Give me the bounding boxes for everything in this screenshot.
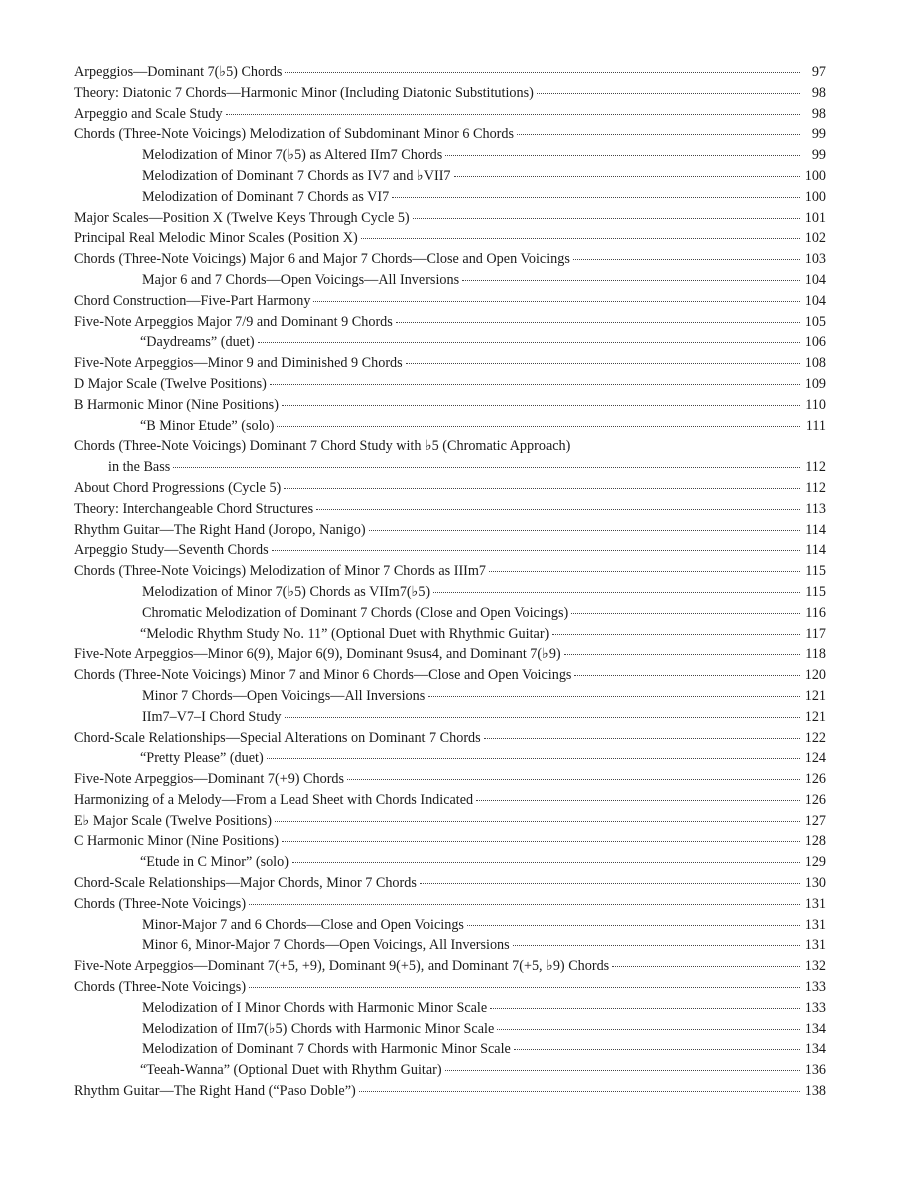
toc-entry-page-number: 105 <box>804 313 826 330</box>
toc-entry[interactable] <box>74 228 826 249</box>
toc-entry-page-number: 120 <box>804 667 826 684</box>
toc-entry[interactable] <box>74 124 826 145</box>
toc-entry[interactable] <box>74 83 826 104</box>
dot-leader <box>284 488 800 489</box>
toc-entry-page-number: 112 <box>805 459 826 476</box>
toc-entry-title: Principal Real Melodic Minor Scales (Position X) <box>74 230 358 247</box>
dot-leader <box>490 1008 800 1009</box>
toc-entry-page-number: 126 <box>804 771 826 788</box>
dot-leader <box>173 467 800 468</box>
dot-leader <box>313 301 800 302</box>
toc-entry-title: Melodization of Minor 7(♭5) Chords as VIIm7(♭5) <box>142 583 431 600</box>
toc-entry[interactable] <box>74 624 826 645</box>
toc-entry-title: Chords (Three-Note Voicings) Minor 7 and Minor 6 Chords—Close and Open Voicings <box>74 667 572 684</box>
toc-entry-title: Five-Note Arpeggios—Dominant 7(+5, +9), Dominant 9(+5), and Dominant 7(+5, ♭9) Chords <box>74 958 610 975</box>
dot-leader <box>476 800 800 801</box>
toc-entry-page-number: 111 <box>805 417 826 434</box>
toc-entry-page-number: 98 <box>811 84 826 101</box>
toc-entry-page-number: 100 <box>804 188 826 205</box>
toc-entry-page-number: 99 <box>811 126 826 143</box>
toc-entry-page-number: 130 <box>804 875 826 892</box>
toc-entry-page-number: 117 <box>805 625 826 642</box>
toc-entry-title: Arpeggio and Scale Study <box>74 105 223 122</box>
toc-entry[interactable] <box>74 416 826 437</box>
toc-entry-title: Chords (Three-Note Voicings) Melodization of Subdominant Minor 6 Chords <box>74 126 515 143</box>
toc-entry-page-number: 131 <box>804 895 826 912</box>
toc-entry[interactable] <box>74 977 826 998</box>
toc-entry[interactable] <box>74 644 826 665</box>
toc-entry[interactable] <box>74 603 826 624</box>
toc-entry[interactable] <box>74 582 826 603</box>
dot-leader <box>552 634 800 635</box>
dot-leader <box>258 342 800 343</box>
toc-entry-title: Five-Note Arpeggios—Minor 9 and Diminished 9 Chords <box>74 355 403 372</box>
dot-leader <box>454 176 800 177</box>
toc-entry[interactable] <box>74 1060 826 1081</box>
toc-entry[interactable] <box>74 457 826 478</box>
toc-entry-title: Chords (Three-Note Voicings) Major 6 and Major 7 Chords—Close and Open Voicings <box>74 251 570 268</box>
dot-leader <box>428 696 800 697</box>
toc-entry-title: C Harmonic Minor (Nine Positions) <box>74 833 279 850</box>
toc-entry-page-number: 133 <box>804 999 826 1016</box>
toc-entry-page-number: 103 <box>804 251 826 268</box>
toc-entry-page-number: 104 <box>804 292 826 309</box>
toc-entry[interactable] <box>74 956 826 977</box>
toc-entry-title: About Chord Progressions (Cycle 5) <box>74 479 282 496</box>
toc-entry-page-number: 114 <box>805 521 826 538</box>
toc-entry[interactable] <box>74 395 826 416</box>
toc-entry[interactable] <box>74 748 826 769</box>
toc-entry[interactable] <box>74 811 826 832</box>
dot-leader <box>537 93 800 94</box>
toc-entry[interactable] <box>74 686 826 707</box>
toc-entry-title: Minor-Major 7 and 6 Chords—Close and Open Voicings <box>142 916 464 933</box>
toc-entry[interactable] <box>74 1019 826 1040</box>
dot-leader <box>285 72 800 73</box>
toc-entry-title: Melodization of Dominant 7 Chords as IV7 and ♭VII7 <box>142 167 451 184</box>
toc-entry[interactable] <box>74 166 826 187</box>
toc-entry[interactable] <box>74 852 826 873</box>
dot-leader <box>316 509 800 510</box>
toc-entry-title: Five-Note Arpeggios—Minor 6(9), Major 6(9), Dominant 9sus4, and Dominant 7(♭9) <box>74 646 561 663</box>
toc-entry[interactable] <box>74 62 826 83</box>
toc-entry-page-number: 98 <box>811 105 826 122</box>
toc-entry-title: Theory: Interchangeable Chord Structures <box>74 500 314 517</box>
dot-leader <box>249 904 800 905</box>
toc-entry[interactable] <box>74 935 826 956</box>
toc-entry[interactable] <box>74 665 826 686</box>
dot-leader <box>497 1029 800 1030</box>
toc-entry[interactable] <box>74 728 826 749</box>
toc-entry-page-number: 110 <box>805 396 826 413</box>
toc-entry-title: Chord-Scale Relationships—Major Chords, Minor 7 Chords <box>74 875 417 892</box>
toc-entry-page-number: 134 <box>804 1041 826 1058</box>
toc-entry-title: Chromatic Melodization of Dominant 7 Chords (Close and Open Voicings) <box>142 604 569 621</box>
toc-entry[interactable] <box>74 208 826 229</box>
toc-entry[interactable] <box>74 353 826 374</box>
toc-entry[interactable] <box>74 540 826 561</box>
toc-entry[interactable] <box>74 478 826 499</box>
toc-entry[interactable] <box>74 790 826 811</box>
toc-entry-page-number: 121 <box>804 708 826 725</box>
toc-entry[interactable] <box>74 998 826 1019</box>
toc-entry-title: D Major Scale (Twelve Positions) <box>74 375 267 392</box>
toc-entry-title: “Pretty Please” (duet) <box>140 750 264 767</box>
dot-leader <box>282 841 800 842</box>
toc-entry[interactable] <box>74 374 826 395</box>
toc-entry[interactable] <box>74 332 826 353</box>
dot-leader <box>462 280 800 281</box>
toc-entry-page-number: 109 <box>804 375 826 392</box>
toc-entry-title: Theory: Diatonic 7 Chords—Harmonic Minor (Including Diatonic Substitutions) <box>74 84 534 101</box>
toc-entry[interactable] <box>74 915 826 936</box>
toc-entry-title: Melodization of Dominant 7 Chords with Harmonic Minor Scale <box>142 1041 511 1058</box>
dot-leader <box>612 966 800 967</box>
toc-entry-page-number: 114 <box>805 542 826 559</box>
dot-leader <box>433 592 800 593</box>
table-of-contents <box>74 62 826 1102</box>
toc-entry-page-number: 134 <box>804 1020 826 1037</box>
toc-entry-page-number: 108 <box>804 355 826 372</box>
toc-entry-page-number: 132 <box>804 958 826 975</box>
dot-leader <box>573 259 800 260</box>
toc-entry-title: E♭ Major Scale (Twelve Positions) <box>74 812 272 829</box>
toc-entry[interactable] <box>74 769 826 790</box>
toc-entry-title: Minor 6, Minor-Major 7 Chords—Open Voicings, All Inversions <box>142 937 510 954</box>
toc-entry-page-number: 131 <box>804 916 826 933</box>
toc-entry[interactable] <box>74 1039 826 1060</box>
toc-entry-title: Rhythm Guitar—The Right Hand (“Paso Doble”) <box>74 1083 356 1100</box>
toc-entry-page-number: 131 <box>804 937 826 954</box>
toc-entry[interactable] <box>74 561 826 582</box>
dot-leader <box>226 114 800 115</box>
toc-entry-title: B Harmonic Minor (Nine Positions) <box>74 396 279 413</box>
toc-entry[interactable] <box>74 187 826 208</box>
toc-entry-page-number: 133 <box>804 979 826 996</box>
toc-entry-page-number: 116 <box>805 604 826 621</box>
dot-leader <box>292 862 800 863</box>
toc-entry-title: Chords (Three-Note Voicings) <box>74 979 247 996</box>
toc-entry-page-number: 101 <box>804 209 826 226</box>
toc-entry-title: Chords (Three-Note Voicings) Melodization of Minor 7 Chords as IIIm7 <box>74 563 487 580</box>
toc-entry-page-number: 115 <box>805 563 826 580</box>
dot-leader <box>564 654 800 655</box>
dot-leader <box>361 238 800 239</box>
toc-entry[interactable] <box>74 312 826 333</box>
toc-entry-title: Arpeggio Study—Seventh Chords <box>74 542 269 559</box>
toc-entry-title: “B Minor Etude” (solo) <box>140 417 275 434</box>
toc-entry-page-number: 106 <box>804 334 826 351</box>
toc-entry-title: Harmonizing of a Melody—From a Lead Sheet with Chords Indicated <box>74 791 474 808</box>
toc-entry[interactable] <box>74 145 826 166</box>
dot-leader <box>392 197 800 198</box>
toc-entry[interactable] <box>74 270 826 291</box>
dot-leader <box>445 1070 800 1071</box>
dot-leader <box>396 322 800 323</box>
toc-entry-page-number: 100 <box>804 167 826 184</box>
dot-leader <box>489 571 800 572</box>
dot-leader <box>517 134 800 135</box>
toc-entry-page-number: 128 <box>804 833 826 850</box>
dot-leader <box>369 530 800 531</box>
toc-entry-title: Five-Note Arpeggios Major 7/9 and Dominant 9 Chords <box>74 313 393 330</box>
toc-entry-page-number: 118 <box>805 646 826 663</box>
toc-entry[interactable] <box>74 1081 826 1102</box>
toc-entry-page-number: 122 <box>804 729 826 746</box>
dot-leader <box>571 613 800 614</box>
dot-leader <box>249 987 800 988</box>
toc-entry-page-number: 99 <box>811 147 826 164</box>
toc-entry-title: Minor 7 Chords—Open Voicings—All Inversions <box>142 687 426 704</box>
toc-entry-page-number: 104 <box>804 271 826 288</box>
toc-entry-title: “Teeah-Wanna” (Optional Duet with Rhythm Guitar) <box>140 1062 442 1079</box>
toc-entry[interactable] <box>74 249 826 270</box>
toc-entry-title: “Daydreams” (duet) <box>140 334 255 351</box>
dot-leader <box>445 155 800 156</box>
toc-entry[interactable] <box>74 831 826 852</box>
toc-entry-title: Arpeggios—Dominant 7(♭5) Chords <box>74 64 283 80</box>
toc-entry-title: Chords (Three-Note Voicings) <box>74 895 247 912</box>
dot-leader <box>267 758 800 759</box>
dot-leader <box>574 675 800 676</box>
dot-leader <box>467 925 800 926</box>
toc-entry[interactable] <box>74 520 826 541</box>
toc-entry-page-number: 97 <box>811 64 826 80</box>
toc-entry-title: Melodization of IIm7(♭5) Chords with Harmonic Minor Scale <box>142 1020 495 1037</box>
toc-entry[interactable] <box>74 291 826 312</box>
toc-entry-title: IIm7–V7–I Chord Study <box>142 708 282 725</box>
dot-leader <box>282 405 800 406</box>
toc-entry-page-number: 115 <box>805 583 826 600</box>
toc-entry-page-number: 129 <box>804 854 826 871</box>
toc-entry-title: Chord Construction—Five-Part Harmony <box>74 292 311 309</box>
toc-entry-page-number: 138 <box>804 1083 826 1100</box>
dot-leader <box>272 550 800 551</box>
toc-entry-title: Melodization of Dominant 7 Chords as VI7 <box>142 188 390 205</box>
dot-leader <box>270 384 800 385</box>
toc-entry-title: Chord-Scale Relationships—Special Alterations on Dominant 7 Chords <box>74 729 481 746</box>
dot-leader <box>513 945 800 946</box>
toc-entry-page-number: 124 <box>804 750 826 767</box>
toc-entry-title: Melodization of I Minor Chords with Harmonic Minor Scale <box>142 999 488 1016</box>
toc-entry-page-number: 127 <box>804 812 826 829</box>
dot-leader <box>275 821 800 822</box>
dot-leader <box>406 363 800 364</box>
dot-leader <box>514 1049 800 1050</box>
toc-entry-page-number: 102 <box>804 230 826 247</box>
dot-leader <box>484 738 800 739</box>
toc-entry-page-number: 113 <box>805 500 826 517</box>
toc-entry-title: Chords (Three-Note Voicings) Dominant 7 Chord Study with ♭5 (Chromatic Approach) <box>74 438 571 455</box>
toc-entry-title: in the Bass <box>108 459 171 476</box>
dot-leader <box>285 717 800 718</box>
toc-entry-page-number: 136 <box>804 1062 826 1079</box>
dot-leader <box>277 426 800 427</box>
toc-entry-page-number: 126 <box>804 791 826 808</box>
toc-entry-page-number: 112 <box>805 479 826 496</box>
toc-entry-page-number: 121 <box>804 687 826 704</box>
dot-leader <box>413 218 800 219</box>
toc-entry-title: “Melodic Rhythm Study No. 11” (Optional Duet with Rhythmic Guitar) <box>140 625 550 642</box>
toc-entry-title: Rhythm Guitar—The Right Hand (Joropo, Nanigo) <box>74 521 366 538</box>
toc-entry-title: “Etude in C Minor” (solo) <box>140 854 289 871</box>
toc-entry[interactable] <box>74 104 826 125</box>
toc-entry[interactable] <box>74 499 826 520</box>
toc-entry-title: Major Scales—Position X (Twelve Keys Through Cycle 5) <box>74 209 410 226</box>
toc-entry[interactable] <box>74 436 826 457</box>
toc-entry-title: Five-Note Arpeggios—Dominant 7(+9) Chords <box>74 771 345 788</box>
dot-leader <box>420 883 800 884</box>
toc-entry-title: Major 6 and 7 Chords—Open Voicings—All Inversions <box>142 271 460 288</box>
dot-leader <box>347 779 800 780</box>
toc-entry[interactable] <box>74 707 826 728</box>
dot-leader <box>359 1091 800 1092</box>
toc-entry[interactable] <box>74 873 826 894</box>
toc-entry-title: Melodization of Minor 7(♭5) as Altered IIm7 Chords <box>142 147 443 164</box>
toc-entry[interactable] <box>74 894 826 915</box>
